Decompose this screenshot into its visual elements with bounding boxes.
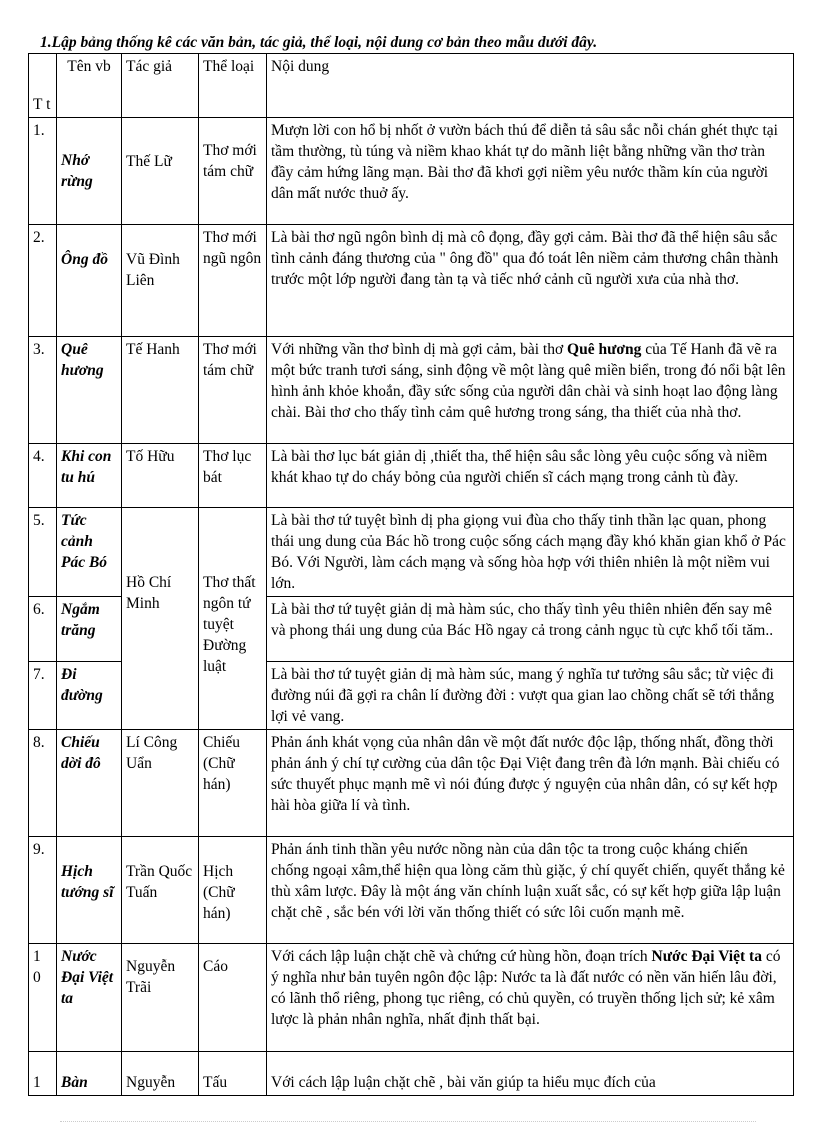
work-author: Tố Hữu [122, 444, 199, 508]
row-number: 3. [29, 337, 57, 444]
table-row [29, 1052, 794, 1096]
work-title: Nước Đại Việt ta [57, 944, 122, 1052]
work-content: Là bài thơ tứ tuyệt giản dị mà hàm súc, mang ý nghĩa tư tưởng sâu sắc; từ việc đi đường núi đã gợi ra chân lí đường đời : vượt qua gian lao chồng chất sẽ tới thắng lợi vẻ vang. [267, 662, 794, 730]
work-genre: Tấu [199, 1052, 267, 1096]
work-title: Khi con tu hú [57, 444, 122, 508]
work-content [267, 337, 794, 444]
work-author: Vũ Đình Liên [122, 225, 199, 337]
literature-table [28, 53, 794, 1096]
work-title: Ngắm trăng [57, 597, 122, 662]
work-title: Tức cảnh Pác Bó [57, 508, 122, 597]
work-author: Hồ Chí Minh [122, 508, 199, 730]
page-bottom-divider [60, 1121, 756, 1122]
work-title: Quê hương [57, 337, 122, 444]
content-text: có ý nghĩa như bản tuyên ngôn độc lập: Nước ta là đất nước có nền văn hiến lâu đời, có lãnh thổ riêng, phong tục riêng, có chủ quyền, có truyền thống lịch sử; kẻ xâm lược là phản nhân nghĩa, nhất định thất bại. [271, 948, 781, 1028]
work-title: Hịch tướng sĩ [57, 837, 122, 944]
work-genre: Chiếu (Chữ hán) [199, 730, 267, 837]
work-genre: Thơ lục bát [199, 444, 267, 508]
work-genre: Thơ mới tám chữ [199, 337, 267, 444]
row-number: 7. [29, 662, 57, 730]
row-number: 4. [29, 444, 57, 508]
row-number: 2. [29, 225, 57, 337]
table-row [29, 337, 794, 444]
table-header-row [29, 54, 794, 118]
work-author: Nguyễn Trãi [122, 944, 199, 1052]
work-title: Nhớ rừng [57, 118, 122, 225]
work-content: Là bài thơ lục bát giản dị ,thiết tha, thể hiện sâu sắc lòng yêu cuộc sống và niềm khát khao tự do cháy bỏng của người chiến sĩ cách mạng trong cảnh tù đày. [267, 444, 794, 508]
header-tt: T t [29, 54, 57, 118]
work-author: Tế Hanh [122, 337, 199, 444]
row-number: 6. [29, 597, 57, 662]
work-genre: Thơ mới tám chữ [199, 118, 267, 225]
table-row [29, 225, 794, 337]
work-genre: Hịch (Chữ hán) [199, 837, 267, 944]
row-number: 5. [29, 508, 57, 597]
row-number: 1. [29, 118, 57, 225]
work-content: Là bài thơ tứ tuyệt bình dị pha giọng vui đùa cho thấy tinh thần lạc quan, phong thái ung dung của Bác hồ trong cuộc sống cách mạng đầy khó khăn gian khổ ở Pác Bó. Với Người, làm cách mạng và sống hòa hợp với thiên nhiên là một niềm vui lớn. [267, 508, 794, 597]
row-number: 8. [29, 730, 57, 837]
table-row [29, 118, 794, 225]
work-content: Mượn lời con hổ bị nhốt ở vườn bách thú để diễn tả sâu sắc nỗi chán ghét thực tại tầm thường, tù túng và niềm khao khát tự do mãnh liệt bằng những vần thơ tràn đầy cảm hứng lãng mạn. Bài thơ đã khơi gợi niềm yêu nước thầm kín của người dân mất nước thuở ấy. [267, 118, 794, 225]
page-heading: 1.Lập bảng thống kê các văn bản, tác giả, thể loại, nội dung cơ bản theo mẫu dưới đây. [40, 34, 598, 51]
work-author: Lí Công Uẩn [122, 730, 199, 837]
work-content [267, 944, 794, 1052]
table-row [29, 730, 794, 837]
work-content: Phản ánh tinh thần yêu nước nồng nàn của dân tộc ta trong cuộc kháng chiến chống ngoại xâm,thể hiện qua lòng căm thù giặc, ý chí quyết chiến, quyết thắng kẻ thù xâm lược. Đây là một áng văn chính luận xuất sắc, có sự kết hợp giữa lập luận chặt chẽ , sắc bén với lời văn thống thiết có sức lôi cuốn mạnh mẽ. [267, 837, 794, 944]
work-content: Là bài thơ tứ tuyệt giản dị mà hàm súc, cho thấy tình yêu thiên nhiên đến say mê và phong thái ung dung của Bác Hồ ngay cả trong cảnh ngục tù cực khổ tối tăm.. [267, 597, 794, 662]
work-content: Là bài thơ ngũ ngôn bình dị mà cô đọng, đầy gợi cảm. Bài thơ đã thể hiện sâu sắc tình cảnh đáng thương của " ông đồ" qua đó toát lên niềm cảm thương chân thành trước một lớp người đang tàn tạ và tiếc nhớ cảnh cũ người xưa của nhà thơ. [267, 225, 794, 337]
work-title: Chiếu dời đô [57, 730, 122, 837]
work-content: Với cách lập luận chặt chẽ , bài văn giúp ta hiểu mục đích của [267, 1052, 794, 1096]
content-bold-title: Quê hương [567, 341, 642, 358]
table-row [29, 444, 794, 508]
table-row [29, 944, 794, 1052]
work-genre: Thơ thất ngôn tứ tuyệt Đường luật [199, 508, 267, 730]
table-row [29, 508, 794, 597]
header-the-loai: Thể loại [199, 54, 267, 118]
work-content: Phản ánh khát vọng của nhân dân về một đất nước độc lập, thống nhất, đồng thời phản ánh ý chí tự cường của dân tộc Đại Việt đang trên đà lớn mạnh. Bài chiếu có sức thuyết phục mạnh mẽ vì nói đúng được ý nguyện của nhân dân, có sự kết hợp hài hòa giữa lí và tình. [267, 730, 794, 837]
content-text: Với những vần thơ bình dị mà gợi cảm, bài thơ [271, 341, 568, 358]
work-title: Bàn [57, 1052, 122, 1096]
content-text: Với cách lập luận chặt chẽ và chứng cứ hùng hồn, đoạn trích [271, 948, 652, 965]
row-number: 1 0 [29, 944, 57, 1052]
work-author: Trần Quốc Tuấn [122, 837, 199, 944]
header-noi-dung: Nội dung [267, 54, 794, 118]
row-number: 1 [29, 1052, 57, 1096]
header-ten-vb: Tên vb [57, 54, 122, 118]
row-number: 9. [29, 837, 57, 944]
table-row [29, 837, 794, 944]
header-tac-gia: Tác giả [122, 54, 199, 118]
work-author: Thế Lữ [122, 118, 199, 225]
content-text: của Tế Hanh đã vẽ ra một bức tranh tươi sáng, sinh động về một làng quê miền biển, trong đó nổi bật lên hình ảnh khỏe khoắn, đầy sức sống của người dân chài và sinh hoạt lao động làng chài. Bài thơ cho thấy tình cảm quê hương trong sáng, tha thiết của nhà thơ. [271, 341, 786, 421]
work-title: Ông đồ [57, 225, 122, 337]
work-title: Đi đường [57, 662, 122, 730]
work-genre: Cáo [199, 944, 267, 1052]
work-author: Nguyễn [122, 1052, 199, 1096]
content-bold-title: Nước Đại Việt ta [651, 948, 762, 965]
work-genre: Thơ mới ngũ ngôn [199, 225, 267, 337]
